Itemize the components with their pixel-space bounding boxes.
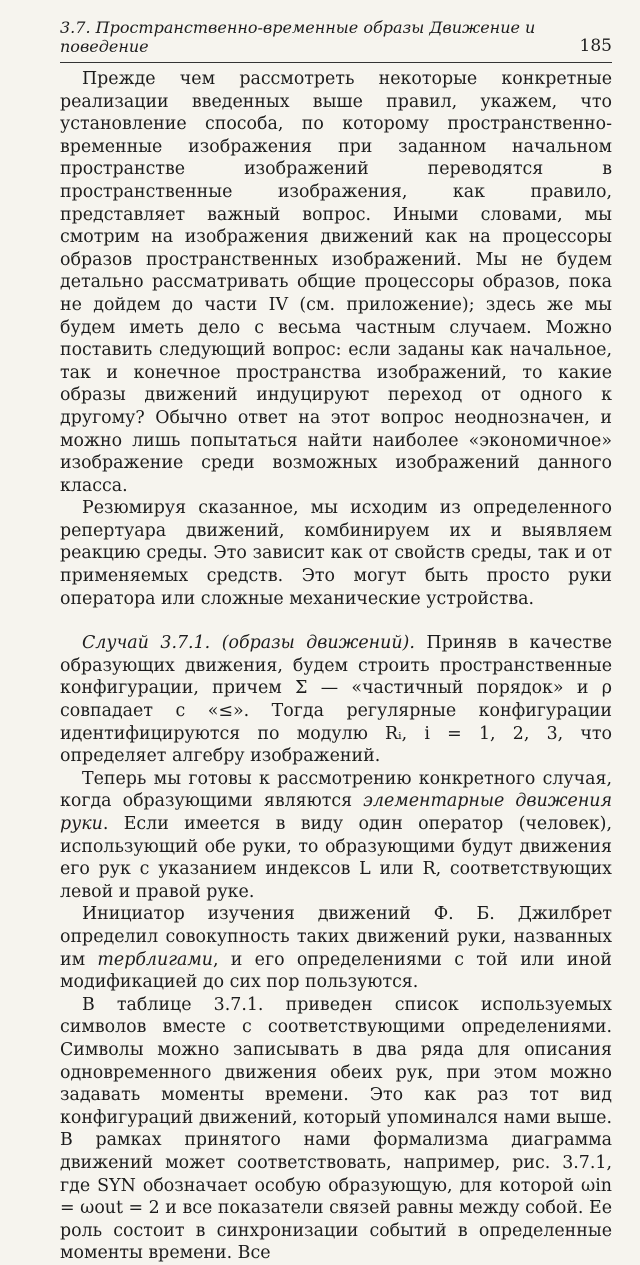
paragraph-2: Резюмируя сказанное, мы исходим из определенного репертуара движений, комбинируем их и выявляем реакцию среды. Это зависит как от свойств среды, так и от применяемых средств. Это могут быть просто руки оператора или сложные механические устройства. <box>60 498 612 609</box>
running-header <box>60 18 612 63</box>
p5-text-pre: Инициатор изучения движений Ф. Б. Джилбрет определил совокупность таких движений руки, названных им <box>60 904 612 970</box>
paragraph-5 <box>60 903 612 993</box>
case-text: Приняв в качестве образующих движения, будем строить пространственные конфигурации, причем Σ — «частичный порядок» и ρ совпадает с «≤». Тогда регулярные конфигурации идентифицируются по модулю Rᵢ, i = 1, 2, 3, что определяет алгебру изображений. <box>60 633 612 767</box>
p4-text-post: . Если имеется в виду один оператор (человек), использующий обе руки, то образующими будут движения его рук с указанием индексов L или R, соответствующих левой и правой руке. <box>60 814 612 902</box>
p4-text-pre: Теперь мы готовы к рассмотрению конкретного случая, когда образующими являются <box>60 768 612 812</box>
paragraph-1: Прежде чем рассмотреть некоторые конкретные реализации введенных выше правил, укажем, что установление способа, по которому пространственно-временные изображения при заданном начальном пространстве изображений переводятся в пространственные изображения, как правило, представляет важный вопрос. Иными словами, мы смотрим на изображения движений как на процессоры образов пространственных изображений. Мы не будем детально рассматривать общие процессоры образов, пока не дойдем до части IV (см. приложение); здесь же мы будем иметь дело с весьма частным случаем. Можно поставить следующий вопрос: если заданы как начальное, так и конечное пространства изображений, то какие образы движений индуцируют переход от одного к другому? Обычно ответ на этот вопрос неоднозначен, и можно лишь попытаться найти наиболее «экономичное» изображение среди возможных изображений данного класса. <box>60 69 612 496</box>
p5-text-post: , и его определениями с той или иной модификацией до сих пор пользуются. <box>60 949 612 993</box>
paragraph-6: В таблице 3.7.1. приведен список используемых символов вместе с соответствующими определениями. Символы можно записывать в два ряда для описания одновременного движения обеих рук, при этом можно задавать моменты времени. Это как раз тот вид конфигураций движений, который упоминался нами выше. В рамках принятого нами формализма диаграмма движений может соответствовать, например, рис. 3.7.1, где SYN обозначает особую образующую, для которой ωin = ωout = 2 и все показатели связей равны между собой. Ее роль состоит в синхронизации событий в определенные моменты времени. Все <box>60 994 612 1264</box>
case-label: Случай 3.7.1. (образы движений). <box>82 633 415 654</box>
p4-emphasis: элементарные движения руки <box>60 791 612 834</box>
running-title: 3.7. Пространственно-временные образы Движение и поведение <box>60 18 536 56</box>
page-number: 185 <box>579 36 612 56</box>
paragraph-4 <box>60 768 612 904</box>
p5-emphasis: терблигами <box>97 949 213 970</box>
page-body <box>60 68 612 1265</box>
paragraph-case-3-7-1 <box>60 632 612 768</box>
